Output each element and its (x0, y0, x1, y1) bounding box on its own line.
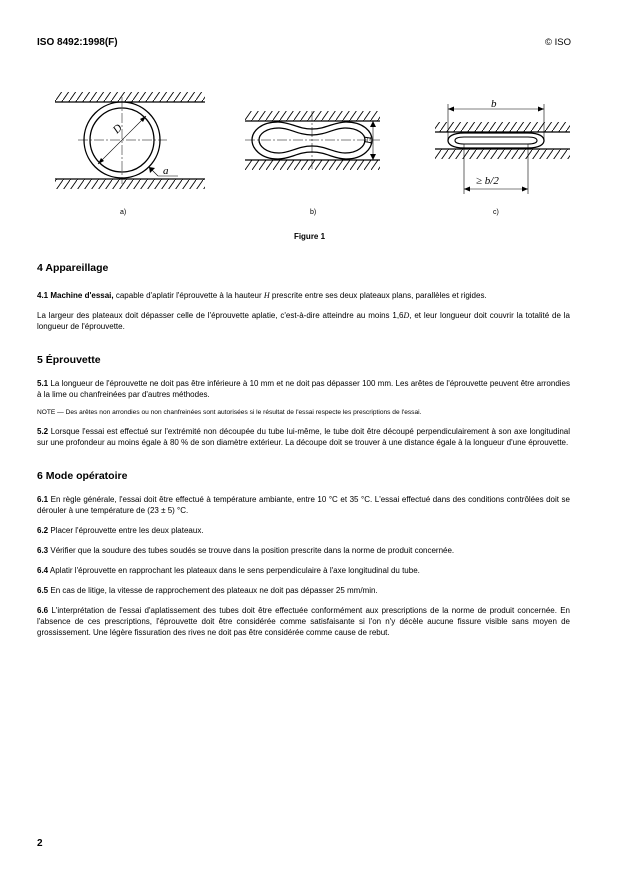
diagram-b-flattened-tube (245, 111, 380, 170)
label-width: b (491, 98, 497, 110)
label-diameter: D (110, 122, 125, 137)
diagram-c-fully-flattened (435, 104, 570, 194)
clause-text: En cas de litige, la vitesse de rapprochement des plateaux ne doit pas dépasser 25 mm/min. (50, 586, 378, 595)
paragraph-text: , et leur longueur doit couvrir la totalité de la longueur de l'éprouvette. (37, 311, 571, 331)
clause-6-6 (37, 605, 570, 638)
clause-text: Lorsque l'essai est effectué sur l'extrémité non découpée du tube lui-même, le tube doit être découpé perpendiculairement à son axe longitudinal sur une profondeur au moins égale à 80 % de son diamètre extérieur. La découpe doit se trouver à une distance égale à la longueur d'une éprouvette. (37, 427, 570, 447)
clause-text: prescrite entre ses deux plateaux plans, parallèles et rigides. (269, 291, 487, 300)
clause-text: Vérifier que la soudure des tubes soudés se trouve dans la position prescrite dans la norme de produit concernée. (50, 546, 455, 555)
sublabel-c: c) (493, 209, 499, 216)
clause-text: capable d'aplatir l'éprouvette à la hauteur (113, 291, 264, 300)
section-6-heading: 6 Mode opératoire (37, 470, 128, 482)
clause-6-3 (37, 545, 570, 556)
section-5-heading: 5 Éprouvette (37, 354, 101, 366)
sublabel-b: b) (310, 209, 317, 216)
document-body (37, 262, 570, 638)
clause-6-5 (37, 585, 570, 596)
copyright-notice: © ISO (544, 37, 571, 48)
standard-number: ISO 8492:1998(F) (37, 37, 118, 48)
clause-number: 6.3 (37, 546, 49, 555)
label-height: H (362, 136, 374, 144)
clause-text: La longueur de l'éprouvette ne doit pas être inférieure à 10 mm et ne doit pas dépasser 100 mm. Les arêtes de l'éprouvette peuvent être arrondies à la lime ou chanfreinées par d'autres méthodes. (37, 379, 570, 399)
clause-number: 6.1 (37, 495, 49, 504)
variable-d: D (403, 311, 410, 320)
clause-number: 5.1 (37, 379, 49, 388)
clause-text: En règle générale, l'essai doit être effectué à température ambiante, entre 10 °C et 35 °C. L'essai effectué dans des conditions contrôlées doit se dérouler à une température de (23 ± 5) °C. (37, 495, 570, 515)
clause-5-2 (37, 426, 570, 448)
clause-number: 6.4 (37, 566, 49, 575)
clause-text: Aplatir l'éprouvette en rapprochant les plateaux dans le sens perpendiculaire à l'axe longitudinal du tube. (49, 566, 420, 575)
figure-1-diagram (0, 80, 619, 220)
note: NOTE — Des arêtes non arrondies ou non chanfreinées sont autorisées si le résultat de l'essai respecte les prescriptions de l'essai. (37, 409, 422, 416)
clause-6-4 (37, 565, 570, 576)
platen-width-paragraph (37, 310, 570, 332)
label-thickness: a (163, 165, 169, 177)
paragraph-text: La largeur des plateaux doit dépasser celle de l'éprouvette aplatie, c'est-à-dire atteindre au moins 1,6 (37, 311, 404, 320)
clause-6-2 (37, 525, 570, 536)
section-4-heading: 4 Appareillage (37, 262, 109, 274)
clause-text: L'interprétation de l'essai d'aplatissement des tubes doit être effectuée conformément aux prescriptions de la norme de produit concernée. En l'absence de ces prescriptions, l'éprouvette doit être considérée comme satisfaisante si l'on n'y décèle aucune fissure visible sans moyen de grossissement. Une légère fissuration des rives ne doit pas être considérée comme cause de rebut. (37, 606, 570, 637)
clause-5-1 (37, 378, 570, 400)
clause-number: 5.2 (37, 427, 49, 436)
page-number: 2 (37, 838, 43, 849)
clause-4-1 (37, 290, 570, 301)
variable-h: H (263, 291, 270, 300)
clause-number: 4.1 (37, 291, 49, 300)
clause-number: 6.2 (37, 526, 49, 535)
diagram-a-round-tube (55, 92, 205, 189)
clause-number: 6.5 (37, 586, 49, 595)
sublabel-a: a) (120, 209, 127, 216)
clause-text: Placer l'éprouvette entre les deux plateaux. (50, 526, 204, 535)
figure-caption: Figure 1 (293, 232, 326, 241)
term-testing-machine: Machine d'essai, (50, 291, 114, 300)
clause-number: 6.6 (37, 606, 49, 615)
label-half-width: ≥ b/2 (476, 175, 499, 187)
clause-6-1 (37, 494, 570, 516)
